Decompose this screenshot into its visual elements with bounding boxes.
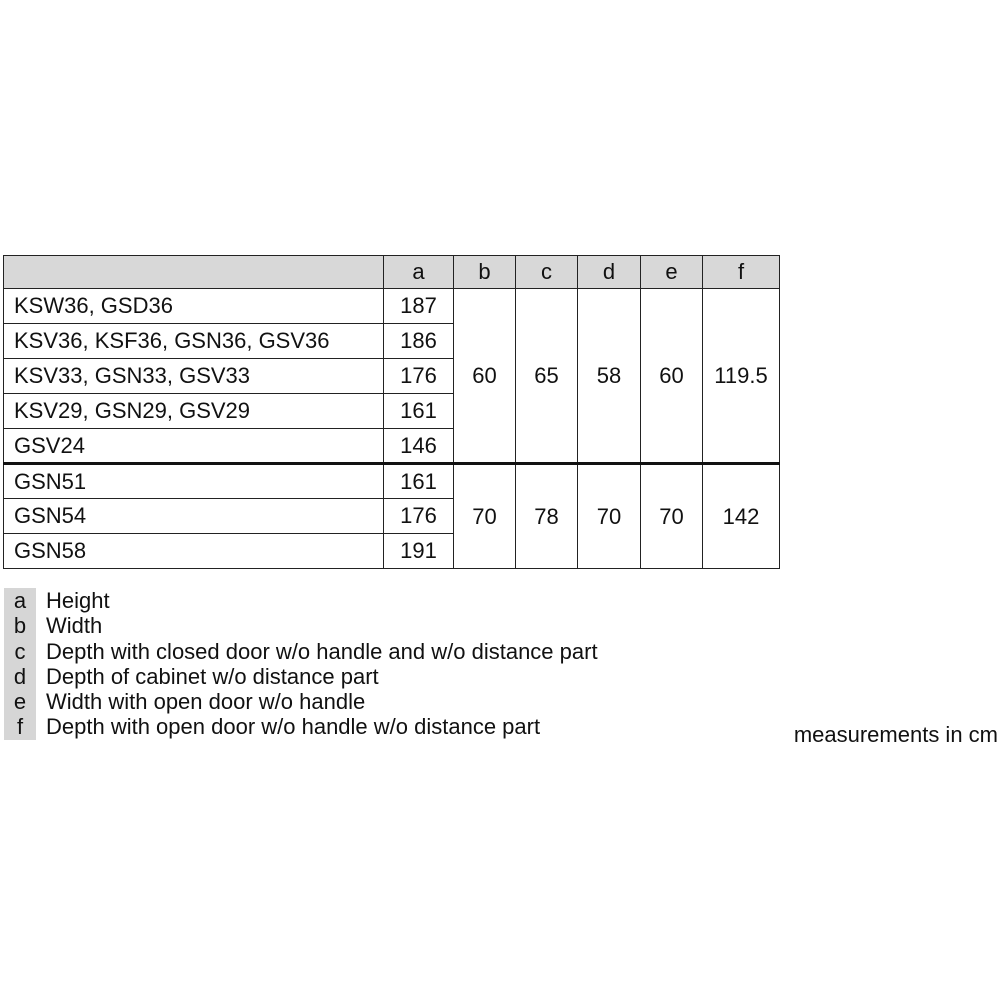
legend-label: Width	[46, 613, 103, 639]
legend-key: c	[4, 639, 36, 664]
depth-closed-door-cell: 65	[516, 289, 578, 464]
model-cell: GSN58	[4, 534, 384, 569]
legend-label: Depth with open door w/o handle w/o distance part	[46, 714, 541, 740]
legend-item	[4, 714, 598, 739]
width-cell: 70	[454, 464, 516, 569]
depth-closed-door-cell: 78	[516, 464, 578, 569]
height-cell: 161	[384, 464, 454, 499]
legend-item	[4, 588, 598, 613]
model-cell: KSV33, GSN33, GSV33	[4, 359, 384, 394]
legend-key: e	[4, 689, 36, 714]
height-cell: 186	[384, 324, 454, 359]
header-cell-d: d	[578, 256, 641, 289]
legend-label: Depth with closed door w/o handle and w/o distance part	[46, 638, 598, 664]
dimension-legend	[4, 588, 598, 740]
height-cell: 161	[384, 394, 454, 429]
units-note: measurements in cm	[793, 722, 998, 747]
height-cell: 176	[384, 359, 454, 394]
table-row	[4, 464, 780, 499]
table-row	[4, 289, 780, 324]
depth-cabinet-cell: 58	[578, 289, 641, 464]
width-open-door-cell: 60	[641, 289, 703, 464]
model-cell: GSN54	[4, 499, 384, 534]
header-cell-b: b	[454, 256, 516, 289]
model-cell: GSN51	[4, 464, 384, 499]
legend-item	[4, 664, 598, 689]
header-cell-model	[4, 256, 384, 289]
height-cell: 146	[384, 429, 454, 464]
legend-label: Width with open door w/o handle	[46, 689, 366, 715]
width-open-door-cell: 70	[641, 464, 703, 569]
header-cell-e: e	[641, 256, 703, 289]
height-cell: 191	[384, 534, 454, 569]
model-cell: KSV36, KSF36, GSN36, GSV36	[4, 324, 384, 359]
depth-cabinet-cell: 70	[578, 464, 641, 569]
legend-key: f	[4, 714, 36, 739]
model-cell: KSW36, GSD36	[4, 289, 384, 324]
dimensions-table	[3, 255, 780, 569]
model-cell: GSV24	[4, 429, 384, 464]
depth-open-door-cell: 119.5	[703, 289, 780, 464]
legend-label: Depth of cabinet w/o distance part	[46, 663, 379, 689]
header-cell-f: f	[703, 256, 780, 289]
legend-label: Height	[46, 588, 110, 613]
model-cell: KSV29, GSN29, GSV29	[4, 394, 384, 429]
legend-key: a	[4, 588, 36, 613]
header-cell-c: c	[516, 256, 578, 289]
height-cell: 187	[384, 289, 454, 324]
header-cell-a: a	[384, 256, 454, 289]
legend-item	[4, 613, 598, 638]
width-cell: 60	[454, 289, 516, 464]
legend-item	[4, 689, 598, 714]
legend-key: d	[4, 664, 36, 689]
height-cell: 176	[384, 499, 454, 534]
depth-open-door-cell: 142	[703, 464, 780, 569]
legend-key: b	[4, 613, 36, 638]
legend-item	[4, 639, 598, 664]
table-header-row	[4, 256, 780, 289]
